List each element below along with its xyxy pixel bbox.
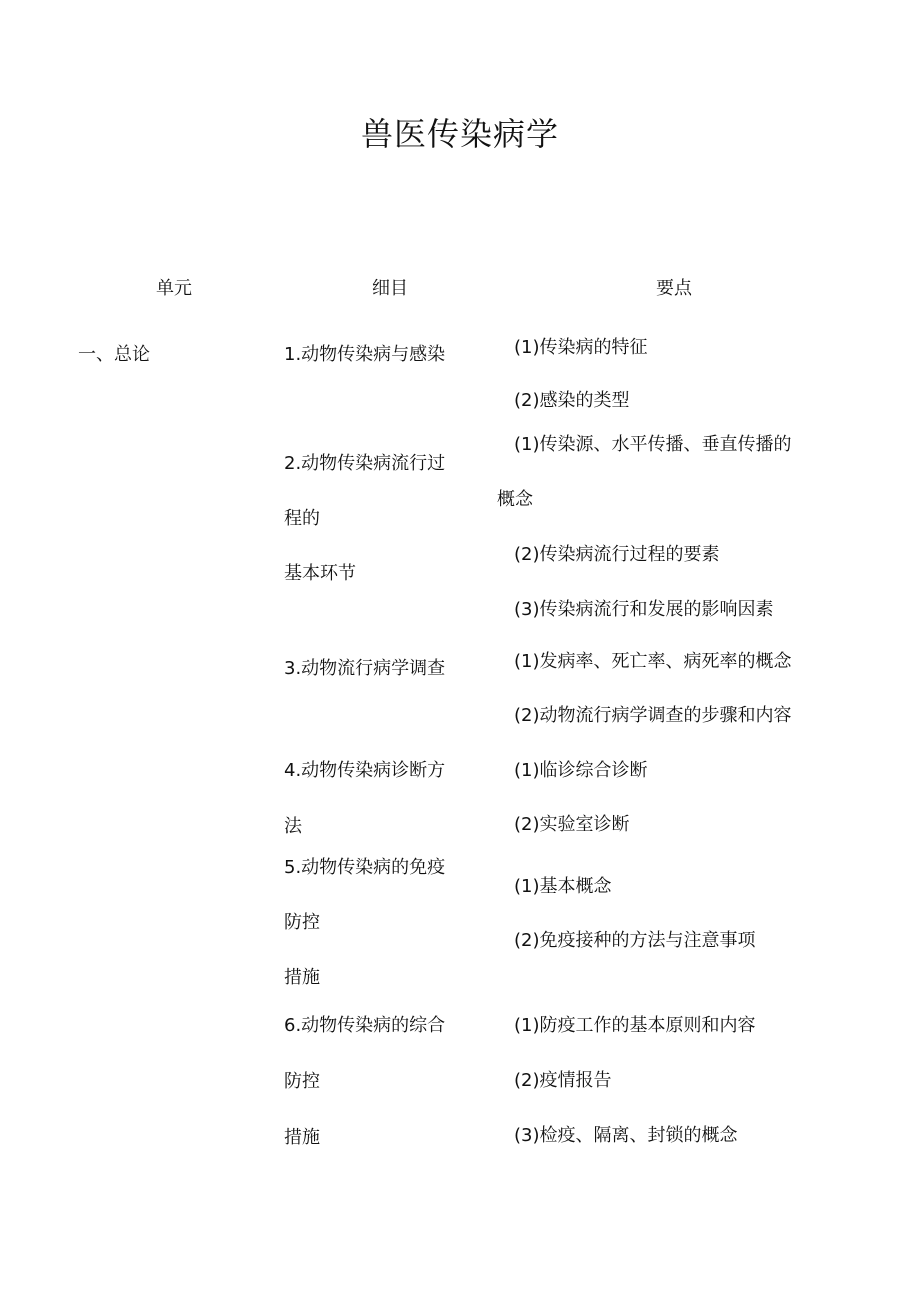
item-2-point-3: (3)传染病流行和发展的影响因素	[514, 599, 774, 620]
item-2-point-1: (1)传染源、水平传播、垂直传播的	[514, 434, 792, 455]
item-2-point-1-cont: 概念	[497, 489, 533, 510]
item-1-point-2: (2)感染的类型	[514, 390, 630, 411]
item-2-line-3: 基本环节	[284, 563, 356, 584]
item-6-line-1: 6.动物传染病的综合	[284, 1015, 446, 1036]
column-header-item: 细目	[372, 278, 408, 299]
item-5-line-3: 措施	[284, 967, 320, 988]
item-3-point-2: (2)动物流行病学调查的步骤和内容	[514, 705, 792, 726]
item-2-line-2: 程的	[284, 508, 320, 529]
item-4-line-2: 法	[284, 816, 302, 837]
column-header-unit: 单元	[156, 278, 192, 299]
item-2-point-2: (2)传染病流行过程的要素	[514, 544, 720, 565]
item-6-point-1: (1)防疫工作的基本原则和内容	[514, 1015, 756, 1036]
item-6-line-3: 措施	[284, 1127, 320, 1148]
item-4-line-1: 4.动物传染病诊断方	[284, 760, 446, 781]
item-4-point-2: (2)实验室诊断	[514, 814, 630, 835]
column-header-points: 要点	[656, 278, 692, 299]
item-5-line-1: 5.动物传染病的免疫	[284, 857, 446, 878]
item-6-point-3: (3)检疫、隔离、封锁的概念	[514, 1125, 738, 1146]
item-3-point-1: (1)发病率、死亡率、病死率的概念	[514, 651, 792, 672]
unit-label: 一、总论	[78, 344, 150, 365]
item-1-point-1: (1)传染病的特征	[514, 337, 648, 358]
item-6-point-2: (2)疫情报告	[514, 1070, 612, 1091]
item-1-line-1: 1.动物传染病与感染	[284, 344, 446, 365]
item-6-line-2: 防控	[284, 1071, 320, 1092]
item-5-point-1: (1)基本概念	[514, 876, 612, 897]
page-title: 兽医传染病学	[360, 115, 559, 153]
item-2-line-1: 2.动物传染病流行过	[284, 453, 446, 474]
item-4-point-1: (1)临诊综合诊断	[514, 760, 648, 781]
item-3-line-1: 3.动物流行病学调查	[284, 658, 446, 679]
item-5-line-2: 防控	[284, 912, 320, 933]
item-5-point-2: (2)免疫接种的方法与注意事项	[514, 930, 756, 951]
